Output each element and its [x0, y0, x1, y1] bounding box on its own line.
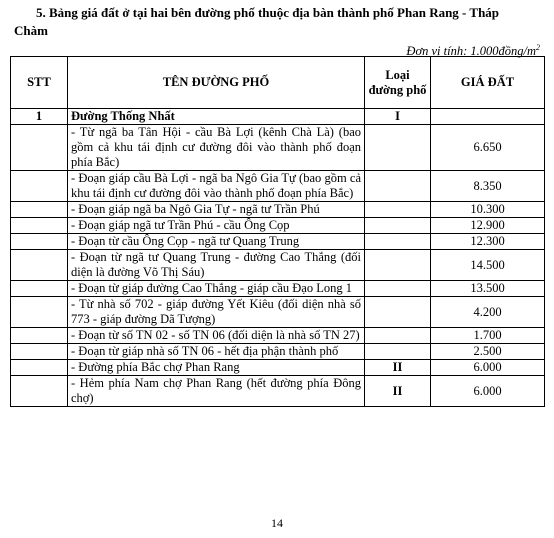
cell-street-name: Đường Thống Nhất: [68, 109, 365, 125]
table-row: [11, 234, 545, 250]
column-header-stt: STT: [11, 57, 68, 109]
cell-price: [431, 109, 545, 125]
table-row: [11, 344, 545, 360]
cell-street-name: - Đoạn từ số TN 02 - số TN 06 (đối diện là nhà số TN 27): [68, 328, 365, 344]
cell-price: 12.300: [431, 234, 545, 250]
cell-street-name: - Đoạn giáp ngã tư Trần Phú - cầu Ông Cọp: [68, 218, 365, 234]
cell-stt: 1: [11, 109, 68, 125]
cell-stt: [11, 297, 68, 328]
cell-stt: [11, 328, 68, 344]
cell-street-type: [365, 125, 431, 171]
cell-street-name: - Từ nhà số 702 - giáp đường Yết Kiêu (đối diện nhà số 773 - giáp đường Dã Tượng): [68, 297, 365, 328]
unit-note-label: Đơn vị tính: 1.000đồng/m: [406, 44, 536, 59]
cell-street-type: [365, 281, 431, 297]
cell-stt: [11, 281, 68, 297]
table-row: [11, 250, 545, 281]
cell-street-type: [365, 250, 431, 281]
table-row: [11, 360, 545, 376]
cell-stt: [11, 250, 68, 281]
cell-price: 4.200: [431, 297, 545, 328]
cell-stt: [11, 344, 68, 360]
cell-street-type: [365, 234, 431, 250]
table-row: [11, 171, 545, 202]
cell-price: 10.300: [431, 202, 545, 218]
cell-street-name: - Đoạn từ giáp đường Cao Thắng - giáp cầu Đạo Long 1: [68, 281, 365, 297]
table-row: [11, 125, 545, 171]
cell-price: 6.650: [431, 125, 545, 171]
table-row: [11, 109, 545, 125]
table-row: [11, 376, 545, 407]
cell-street-type: [365, 202, 431, 218]
cell-street-name: - Hẻm phía Nam chợ Phan Rang (hết đường phía Đông chợ): [68, 376, 365, 407]
column-header-name: TÊN ĐƯỜNG PHỐ: [68, 57, 365, 109]
cell-street-type: II: [365, 360, 431, 376]
cell-stt: [11, 360, 68, 376]
cell-stt: [11, 218, 68, 234]
table-row: [11, 218, 545, 234]
column-header-price: GIÁ ĐẤT: [431, 57, 545, 109]
cell-price: 12.900: [431, 218, 545, 234]
cell-stt: [11, 234, 68, 250]
cell-street-type: [365, 218, 431, 234]
cell-stt: [11, 125, 68, 171]
unit-note-sup: 2: [536, 43, 540, 52]
table-row: [11, 202, 545, 218]
section-heading-line2: Chàm: [14, 23, 48, 38]
cell-street-type: [365, 297, 431, 328]
cell-street-name: - Từ ngã ba Tân Hội - cầu Bà Lợi (kênh Chà Là) (bao gồm cả khu tái định cư đường đôi vào thành phố đoạn phía Bắc): [68, 125, 365, 171]
cell-street-name: - Đoạn từ ngã tư Quang Trung - đường Cao Thắng (đối diện là đường Võ Thị Sáu): [68, 250, 365, 281]
cell-price: 6.000: [431, 376, 545, 407]
table-row: [11, 297, 545, 328]
section-heading-line1: 5. Bảng giá đất ở tại hai bên đường phố thuộc địa bàn thành phố Phan Rang - Tháp: [36, 5, 500, 20]
cell-street-name: - Đoạn từ cầu Ông Cọp - ngã tư Quang Trung: [68, 234, 365, 250]
cell-stt: [11, 202, 68, 218]
cell-price: 13.500: [431, 281, 545, 297]
section-heading: [14, 4, 544, 40]
column-header-type: Loại đường phố: [365, 57, 431, 109]
table-header-row: [11, 57, 545, 109]
cell-price: 14.500: [431, 250, 545, 281]
table-row: [11, 281, 545, 297]
cell-stt: [11, 171, 68, 202]
cell-street-name: - Đoạn giáp ngã ba Ngô Gia Tự - ngã tư Trần Phú: [68, 202, 365, 218]
cell-street-type: [365, 171, 431, 202]
table-row: [11, 328, 545, 344]
cell-street-type: I: [365, 109, 431, 125]
cell-price: 2.500: [431, 344, 545, 360]
page-number: 14: [271, 516, 283, 530]
land-price-table: [10, 56, 545, 407]
cell-street-type: [365, 344, 431, 360]
cell-stt: [11, 376, 68, 407]
cell-price: 6.000: [431, 360, 545, 376]
cell-price: 8.350: [431, 171, 545, 202]
cell-street-name: - Đoạn từ giáp nhà số TN 06 - hết địa phận thành phố: [68, 344, 365, 360]
cell-street-type: [365, 328, 431, 344]
cell-street-type: II: [365, 376, 431, 407]
cell-price: 1.700: [431, 328, 545, 344]
cell-street-name: - Đoạn giáp cầu Bà Lợi - ngã ba Ngô Gia Tự (bao gồm cả khu tái định cư đường đôi vào thành phố đoạn phía Bắc): [68, 171, 365, 202]
cell-street-name: - Đường phía Bắc chợ Phan Rang: [68, 360, 365, 376]
